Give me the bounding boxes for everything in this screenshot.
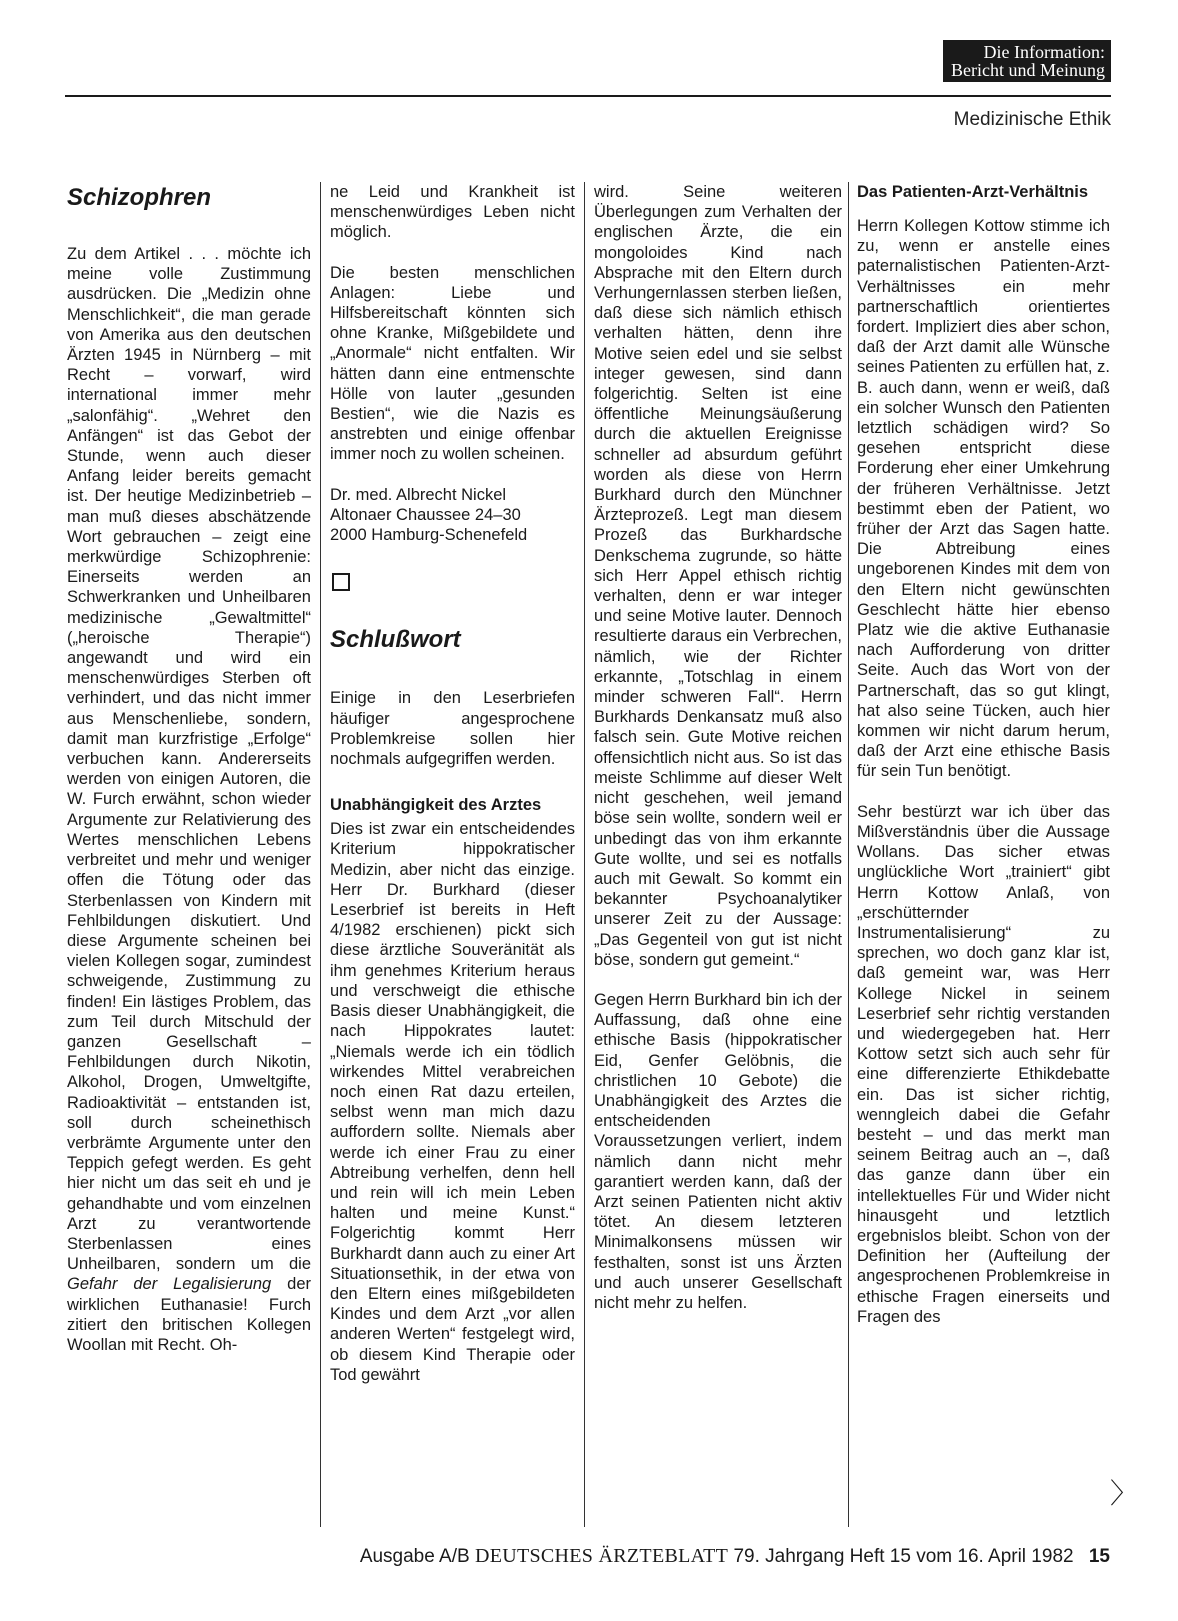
continued-arrow-icon: 〉 xyxy=(1110,1478,1139,1509)
column-4 xyxy=(857,182,1110,1527)
signature-name: Dr. med. Albrecht Nickel xyxy=(330,485,507,504)
article-paragraph: Sehr bestürzt war ich über das Mißverständnis über die Aussage Wollans. Das sicher etwas unglückliche Wort „trainiert“ gibt Herrn Kottow Anlaß, von „erschütternder Instrumentalisierung“ zu sprechen, wo doch ganz klar ist, daß gemeint war, was Herr Kollege Nickel in seinem Leserbrief sehr richtig verstanden und wiedergegeben hat. Herr Kottow setzt sich auch sehr für eine differenzierte Ethikdebatte ein. Das ist sicher richtig, wenngleich dabei die Gefahr besteht – und das merkt man seinem Beitrag auch an –, daß das ganze dann über ein intellektuelles Für und Wider nicht hinausgeht und letztlich ergebnislos bleibt. Schon von der Definition her (Aufteilung der angesprochenen Problemkreise in ethische Fragen einerseits und Fragen des xyxy=(857,802,1110,1326)
italic-phrase: Gefahr der Legalisierung xyxy=(67,1275,272,1294)
footer-journal: DEUTSCHES ÄRZTEBLATT xyxy=(474,1545,729,1567)
article-paragraph: Die besten menschlichen Anlagen: Liebe und Hilfsbereitschaft könnten sich ohne Kranke, Mißgebildete und „Anormale“ nicht entfalten. Wir hätten dann eine entmenschte Hölle von lauter „gesunden Bestien“, wie die Nazis es anstrebten und einige offenbar immer noch zu wollen scheinen. xyxy=(330,263,575,464)
column-2 xyxy=(330,182,575,1527)
article-title: Schlußwort xyxy=(330,626,461,654)
section-tag-line2: Bericht und Meinung xyxy=(951,60,1105,80)
paragraph-tail: der wirklichen Euthanasie! Furch zitiert den britischen Kollegen Woollan mit Recht. Oh- xyxy=(67,1275,311,1354)
column-1 xyxy=(67,182,311,1527)
signature xyxy=(330,485,575,546)
article-paragraph: Gegen Herrn Burkhard bin ich der Auffassung, daß ohne eine ethische Basis (hippokratischer Eid, Genfer Gelöbnis, die christlichen 10 Gebote) die Unabhängigkeit des Arztes die entscheidenden Voraussetzungen verliert, indem nämlich dann nicht mehr garantiert werden kann, daß der Arzt seinen Patienten nicht aktiv tötet. An diesem letzteren Minimalkonsens müssen wir festhalten, sonst ist uns Ärzten und auch unserer Gesellschaft nicht mehr zu helfen. xyxy=(594,990,842,1312)
column-3 xyxy=(594,182,842,1527)
page-number: 15 xyxy=(1088,1546,1110,1567)
signature-city: 2000 Hamburg-Schenefeld xyxy=(330,526,528,545)
section-tag-line1: Die Information: xyxy=(983,42,1105,62)
subheading: Das Patienten-Arzt-Verhältnis xyxy=(857,183,1089,201)
page-footer xyxy=(0,1545,1110,1568)
footer-issue: 79. Jahrgang Heft 15 vom 16. April 1982 xyxy=(733,1546,1074,1567)
article-paragraph: Einige in den Leserbriefen häufiger angesprochene Problemkreise sollen hier nochmals aufgegriffen werden. xyxy=(330,689,575,769)
article-paragraph xyxy=(67,244,311,1355)
footer-edition: Ausgabe A/B xyxy=(359,1546,470,1567)
column-divider xyxy=(320,182,321,1527)
article-paragraph: wird. Seine weiteren Überlegungen zum Verhalten der englischen Ärzte, die ein mongoloides Kind nach Absprache mit den Eltern durch Verhungernlassen sterben ließen, daß diese sich nämlich ethisch verhalten hätten, denn ihre Motive seien edel und sie selbst integer gewesen, sind dann folgerichtig. Selten ist eine öffentliche Meinungsäußerung durch die aktuellen Ereignisse schneller ad absurdum geführt worden als diese von Herrn Burkhard durch den Münchner Ärzteprozeß. Legt man diesem Prozeß das Burkhardsche Denkschema zugrunde, so hätte sich Herr Appel ethisch richtig verhalten, denn er war integer und seine Motive lauter. Dennoch resultierte daraus ein Verbrechen, nämlich, wie der Richter erkannte, „Totschlag in einem minder schweren Fall“. Herrn Burkhards Denkansatz muß also falsch sein. Gute Motive reichen offensichtlich nicht aus. So ist das meiste Schlimme auf dieser Welt nicht geschehen, weil jemand böse sein wollte, sondern weil er unbedingt das von ihm erkannte Gute wollte, und sei es notfalls auch mit Gewalt. So kommt ein bekannter Psychoanalytiker unserer Zeit zu der Aussage: „Das Gegenteil von gut ist nicht böse, sondern gut gemeint.“ xyxy=(594,183,842,969)
column-divider xyxy=(848,182,849,1527)
paragraph-text: Zu dem Artikel . . . möchte ich meine volle Zustimmung ausdrücken. Die „Medizin ohne Menschlichkeit“, die man gerade von Amerika aus den deutschen Ärzten 1945 in Nürnberg – mit Recht – vorwarf, wird international immer mehr „salonfähig“. „Wehret den Anfängen“ ist das Gebot der Stunde, wenn auch dieser Anfang leider bereits gemacht ist. Der heutige Medizinbetrieb – man muß dieses abschätzende Wort gebrauchen – zeigt eine merkwürdige Schizophrenie: Einerseits werden an Schwerkranken und Unheilbaren medizinische „Gewaltmittel“ („heroische Therapie“) angewandt und wird ein menschenwürdiges Sterben oft verhindert, und das nicht immer aus Menschenliebe, sondern, damit man kurzfristige „Erfolge“ verbuchen kann. Andererseits werden von einigen Autoren, die W. Furch erwähnt, schon wieder Argumente zur Relativierung des Wertes menschlichen Lebens verbreitet und mehr und weniger offen die Tötung oder das Sterbenlassen von Kindern mit Fehlbildungen diskutiert. Und diese Argumente scheinen bei vielen Kollegen sogar, zumindest schweigende, Zustimmung zu finden! Ein lästiges Problem, das zum Teil durch Mitschuld der ganzen Gesellschaft – Fehlbildungen durch Nikotin, Alkohol, Drogen, Umweltgifte, Radioaktivität – entstanden ist, soll durch scheinethisch verbrämte Argumente unter den Teppich gefegt werden. Es geht hier nicht um das seit eh und je gehandhabte und vom einzelnen Arzt zu verantwortende Sterbenlassen eines Unheilbaren, sondern um die xyxy=(67,245,311,1274)
article-paragraph: Herrn Kollegen Kottow stimme ich zu, wenn er anstelle eines paternalistischen Patienten-Arzt-Verhältnisses ein mehr partnerschaftlich orientiertes fordert. Impliziert dies aber schon, daß der Arzt damit alle Wünsche seines Patienten zu erfüllen hat, z. B. auch dann, wenn er weiß, daß ein solcher Wunsch den Patienten letztlich schädigen wird? So gesehen entspricht diese Forderung eher einer Umkehrung der früheren Verhältnisse. Jetzt bestimmt eben der Patient, wo früher der Arzt das Sagen hatte. Die Abtreibung eines ungeborenen Kindes mit dem von den Eltern nicht gewünschten Geschlecht hätte hier ebenso Platz wie die aktive Euthanasie nach Aufforderung von dritter Seite. Auch das Wort von der Partnerschaft, das so gut klingt, hat also seine Tücken, auch hier kommen wir nicht darum herum, daß der Arzt eine ethische Basis für sein Tun benötigt. xyxy=(857,217,1110,781)
article-paragraph: ne Leid und Krankheit ist menschenwürdiges Leben nicht möglich. xyxy=(330,183,575,242)
article-paragraph: Dies ist zwar ein entscheidendes Kriterium hippokratischer Medizin, aber nicht das einzige. Herr Dr. Burkhard (dieser Leserbrief ist bereits in Heft 4/1982 erschienen) pickt sich diese ärztliche Souveränität als ihm genehmes Kriterium heraus und verschweigt die ethische Basis dieser Unabhängigkeit, die nach Hippokrates lautet: „Niemals werde ich ein tödlich wirkendes Mittel verabreichen noch einen Rat dazu erteilen, selbst wenn man mich dazu auffordern sollte. Niemals aber werde ich einer Frau zu einer Abtreibung verhelfen, denn hell und rein will ich mein Leben halten und meine Kunst.“ Folgerichtig kommt Herr Burkhardt dann auch zu einer Art Situationsethik, in der etwa von den Eltern eines mißgebildeten Kindes und dem Arzt „vor allen anderen Werten“ festgelegt wird, ob diesem Kind Therapie oder Tod gewährt xyxy=(330,820,575,1384)
subheading: Unabhängigkeit des Arztes xyxy=(330,796,542,815)
header-rule xyxy=(65,95,1111,97)
end-box-icon xyxy=(332,573,350,591)
section-label: Medizinische Ethik xyxy=(953,109,1111,130)
column-divider xyxy=(584,182,585,1527)
section-tag xyxy=(943,40,1111,82)
signature-street: Altonaer Chaussee 24–30 xyxy=(330,505,521,524)
article-title: Schizophren xyxy=(67,184,212,211)
